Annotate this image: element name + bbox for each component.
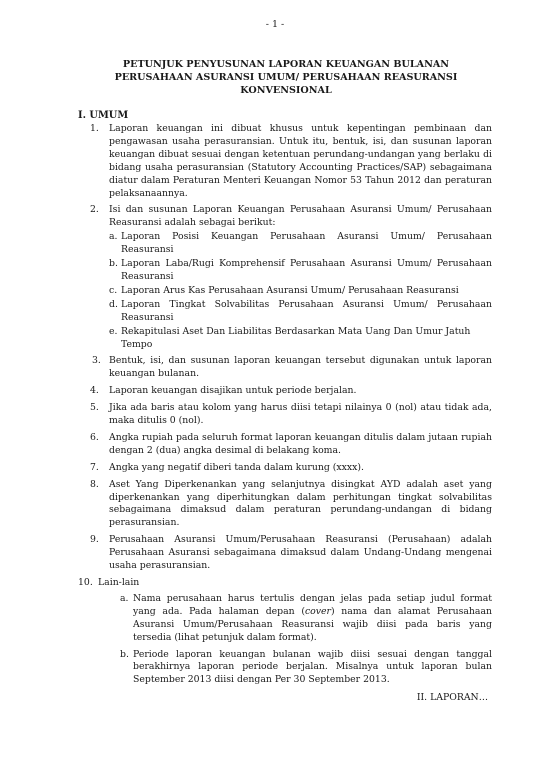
sub-item-letter: a. <box>109 231 118 243</box>
item-number: 10. <box>78 577 93 588</box>
sub-item-letter: b. <box>120 648 129 660</box>
sub-item-text: Laporan Posisi Keuangan Perusahaan Asuransi Umum/ Perusahaan Reasuransi <box>121 231 492 256</box>
list-item-5 <box>78 402 492 428</box>
sub-item-d <box>109 299 492 325</box>
sub-list <box>98 593 492 687</box>
item-text: Angka yang negatif diberi tanda dalam kurung (xxxx). <box>109 461 364 473</box>
item-text: Isi dan susunan Laporan Keuangan Perusahaan Asuransi Umum/ Perusahaan Reasuransi adalah sebagai berikut: <box>109 204 492 229</box>
sub-item-text: Laporan Arus Kas Perusahaan Asuransi Umum/ Perusahaan Reasuransi <box>121 284 459 296</box>
item-number: 8. <box>90 478 99 490</box>
sub-item-text: Laporan Tingkat Solvabilitas Perusahaan Asuransi Umum/ Perusahaan Reasuransi <box>121 298 492 323</box>
document-body <box>78 123 492 691</box>
sub-item-a <box>109 231 492 257</box>
item-text: Aset Yang Diperkenankan yang selanjutnya disingkat AYD adalah aset yang diperkenankan yang diperhitungkan dalam perhitungan tingkat solvabilitas sebagaimana dimaksud dalam peraturan perundang-undangan di bidang perasuransian. <box>109 478 492 529</box>
item-text: Angka rupiah pada seluruh format laporan keuangan ditulis dalam jutaan rupiah dengan 2 (dua) angka desimal di belakang koma. <box>109 431 492 456</box>
list-item-7 <box>78 462 492 475</box>
sub-item-emphasis: cover <box>304 605 331 617</box>
sub-item-letter: c. <box>109 284 118 296</box>
document-title <box>80 58 492 97</box>
item-number: 2. <box>90 204 99 216</box>
item-text: Jika ada baris atau kolom yang harus diisi tetapi nilainya 0 (nol) atau tidak ada, maka ditulis 0 (nol). <box>109 402 492 427</box>
list-item-3 <box>78 355 492 381</box>
item-number: 3. <box>92 355 101 367</box>
sub-item-letter: a. <box>120 592 129 604</box>
sub-item-b <box>120 649 492 688</box>
item-text: Laporan keuangan disajikan untuk periode berjalan. <box>109 385 357 397</box>
sub-item-text-end: ) nama dan alamat Perusahaan Asuransi Umum/Perusahaan Reasuransi wajib diisi pada baris yang tersedia (lihat petunjuk dalam format). <box>133 605 492 643</box>
list-item-2 <box>78 204 492 351</box>
item-number: 1. <box>90 123 99 134</box>
sub-item-text-start: Nama perusahaan harus tertulis dengan jelas pada setiap judul format yang ada. Pada halaman depan ( <box>133 592 492 617</box>
sub-item-text: Laporan Laba/Rugi Komprehensif Perusahaan Asuransi Umum/ Perusahaan Reasuransi <box>121 258 492 282</box>
item-number: 5. <box>90 402 99 414</box>
continuation-note: II. LAPORAN… <box>416 692 488 703</box>
sub-item-letter: e. <box>109 325 118 337</box>
item-text: Lain-lain <box>98 577 140 588</box>
sub-item-letter: b. <box>109 258 118 270</box>
sub-item-text: Periode laporan keuangan bulanan wajib diisi sesuai dengan tanggal berakhirnya laporan periode berjalan. Misalnya untuk laporan bulan September 2013 diisi dengan Per 30 September 2013. <box>133 648 492 686</box>
sub-item-letter: d. <box>109 298 118 310</box>
list-item-6 <box>78 432 492 458</box>
section-heading: I. UMUM <box>78 110 129 121</box>
list-item-4 <box>78 385 492 398</box>
list-item-10 <box>78 577 492 687</box>
sub-item-c <box>109 285 492 298</box>
page-number: - 1 - <box>265 19 285 30</box>
sub-item-e <box>109 326 492 352</box>
title-line-2: PERUSAHAAN ASURANSI UMUM/ PERUSAHAAN REASURANSI <box>114 72 458 83</box>
item-number: 9. <box>90 534 99 546</box>
sub-item-b <box>109 258 492 284</box>
item-text: Laporan keuangan ini dibuat khusus untuk kepentingan pembinaan dan pengawasan usaha perasuransian. Untuk itu, bentuk, isi, dan susunan laporan keuangan dibuat sesuai dengan ketentuan perundang-undangan yang berlaku di bidang usaha perasuransian (Statutory Accounting Practices/SAP) sebagaimana diatur dalam Peraturan Menteri Keuangan Nomor 53 Tahun 2012 dan peraturan pelaksanaannya. <box>109 123 492 199</box>
list-item-8 <box>78 479 492 531</box>
item-number: 6. <box>90 431 99 443</box>
list-item-9 <box>78 534 492 573</box>
title-line-3: KONVENSIONAL <box>240 85 332 96</box>
item-text: Perusahaan Asuransi Umum/Perusahaan Reasuransi (Perusahaan) adalah Perusahaan Asuransi sebagaimana dimaksud dalam Undang-Undang mengenai usaha perasuransian. <box>109 534 492 572</box>
item-text: Bentuk, isi, dan susunan laporan keuangan tersebut digunakan untuk laporan keuangan bulanan. <box>109 355 492 380</box>
sub-item-a <box>120 593 492 645</box>
sub-item-text: Rekapitulasi Aset Dan Liabilitas Berdasarkan Mata Uang Dan Umur Jatuh Tempo <box>121 325 471 350</box>
item-number: 4. <box>90 385 99 397</box>
title-line-1: PETUNJUK PENYUSUNAN LAPORAN KEUANGAN BULANAN <box>122 59 450 70</box>
list-item-1 <box>78 123 492 200</box>
item-number: 7. <box>90 461 99 473</box>
